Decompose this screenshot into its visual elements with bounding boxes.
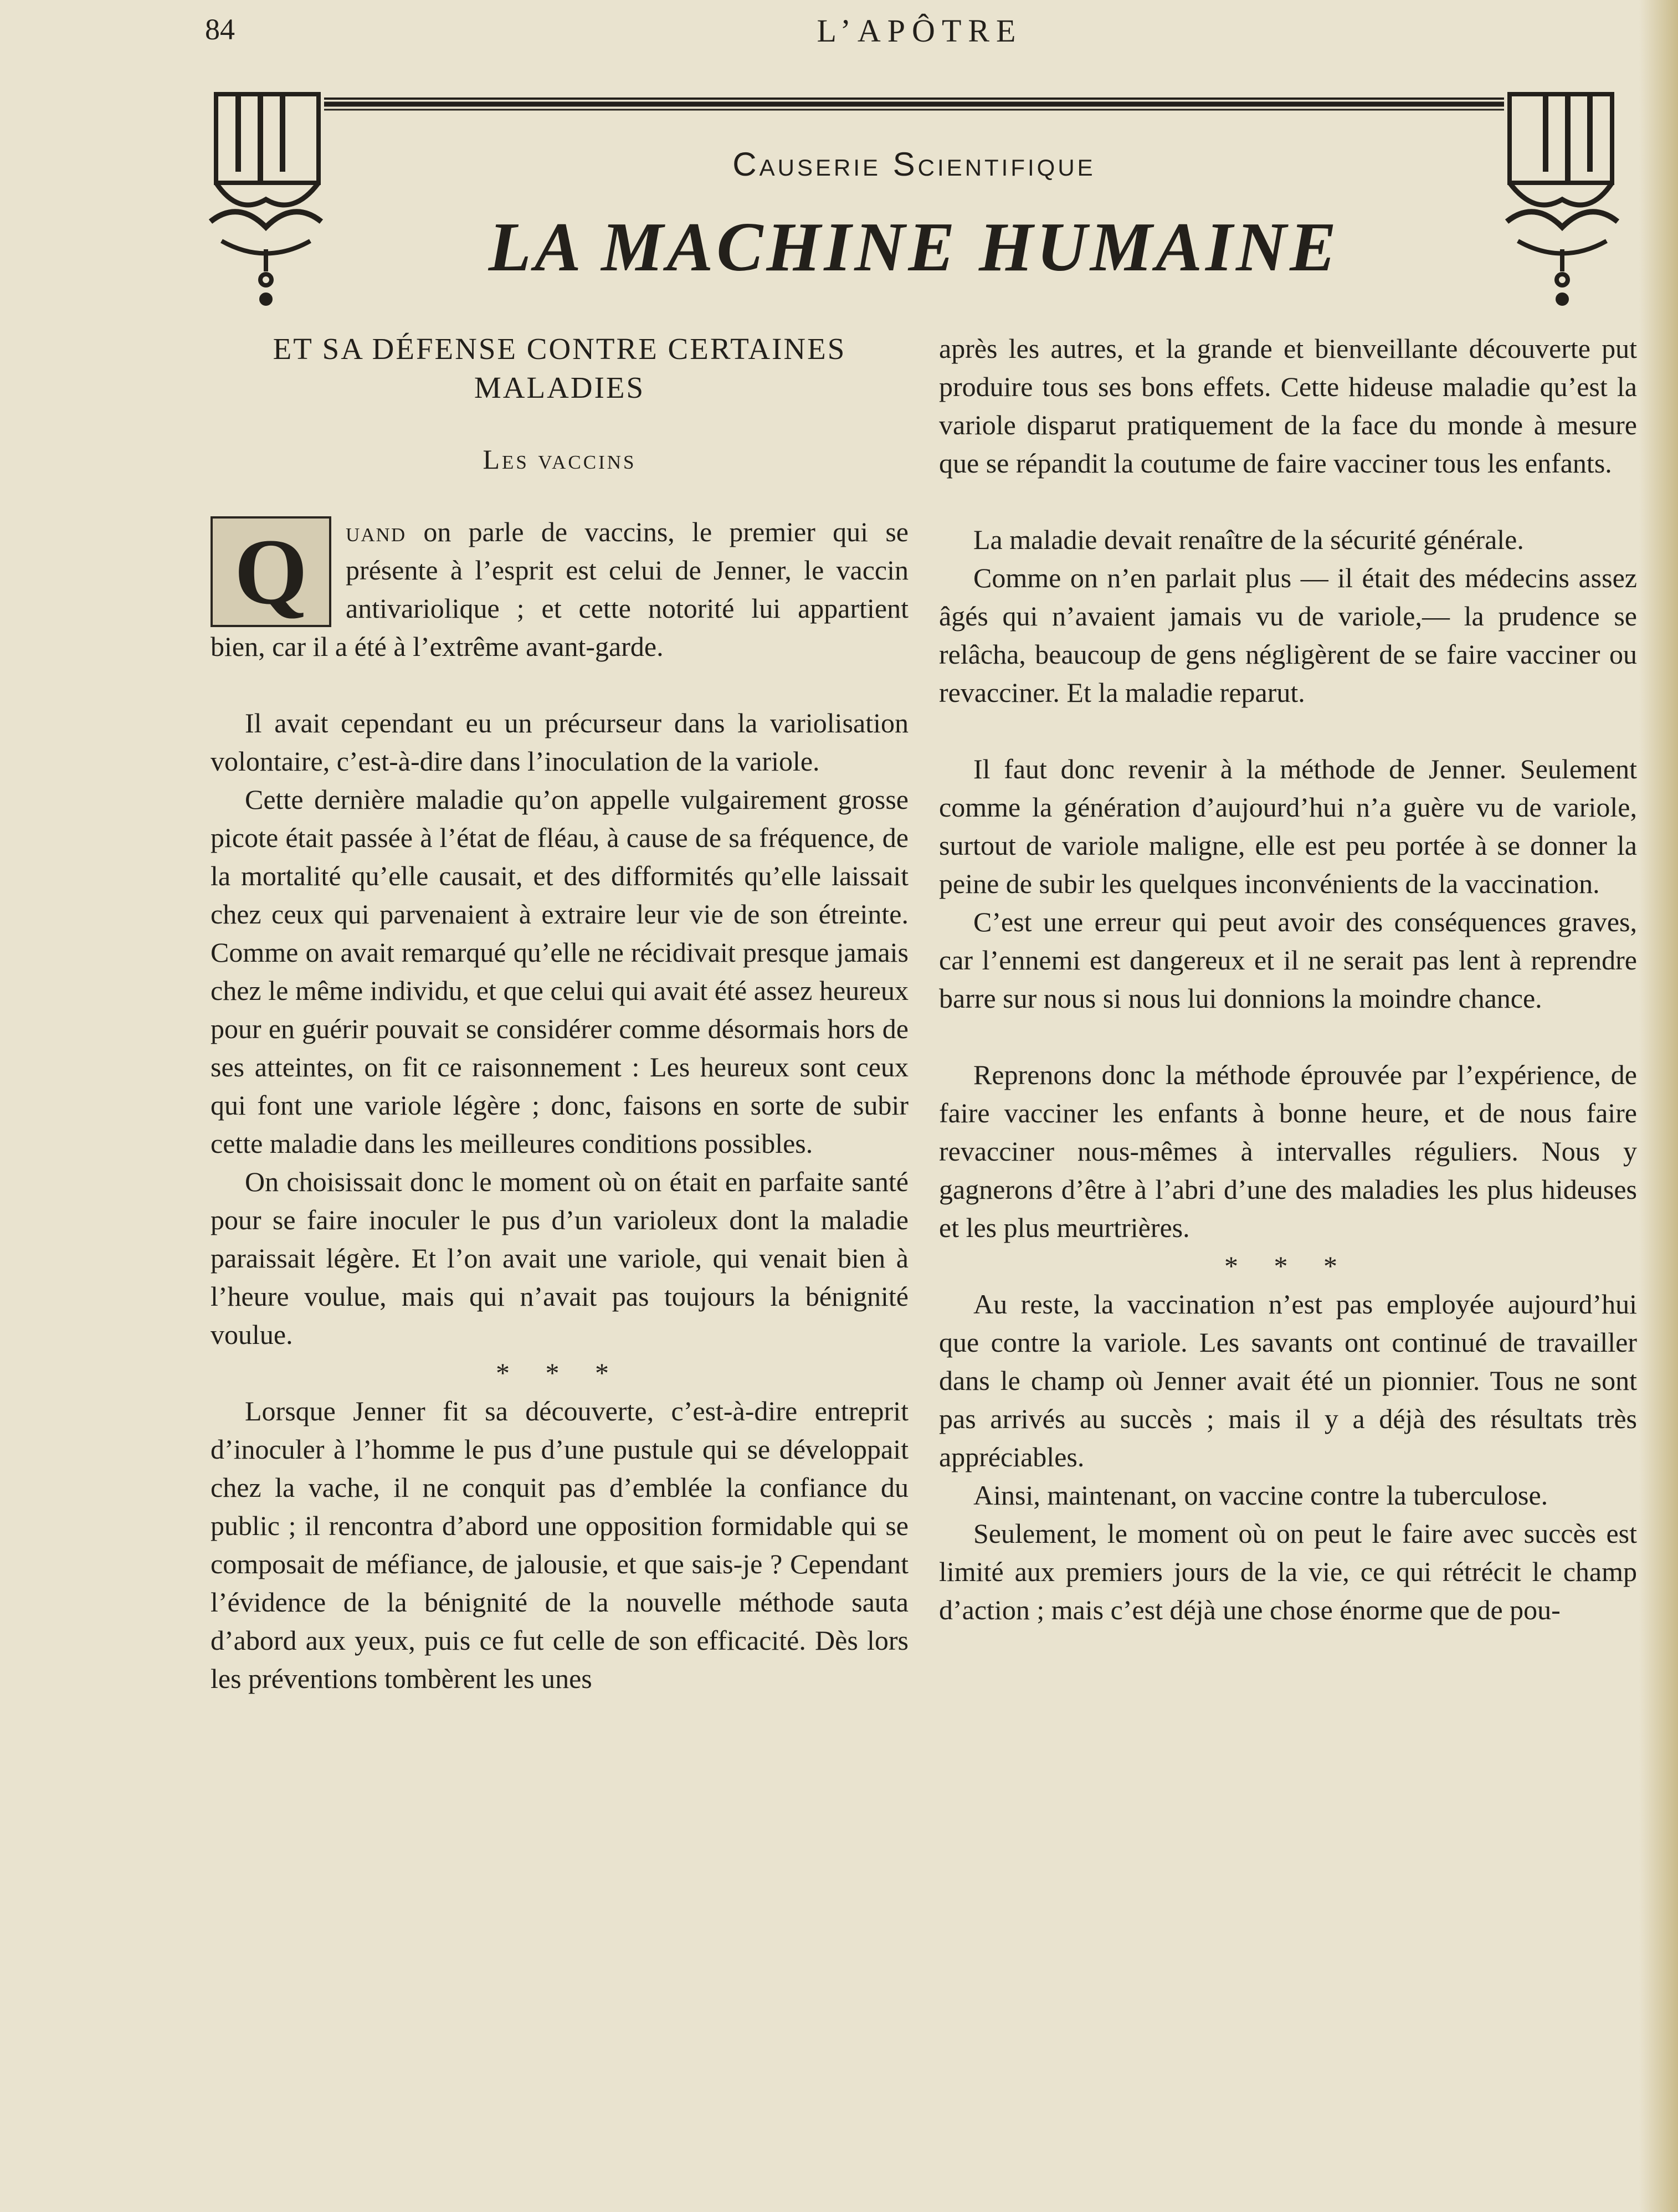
first-word-rest: uand	[346, 516, 407, 547]
paragraph: On choisissait donc le moment où on était en parfaite santé pour se faire inoculer le pus d’un varioleux dont la maladie paraissait légère. Et l’on avait une variole, qui venait bien à l’heure voulue, mais qui n’avait pas toujours la bénignité voulue.	[211, 1166, 909, 1350]
paragraph: Lorsque Jenner fit sa découverte, c’est-à-dire entreprit d’inoculer à l’homme le pus d’une pustule qui se développait chez la vache, il ne conquit pas d’emblée la confiance du public ; il rencontra d’abord une opposition formidable qui se composait de méfiance, de jalousie, et que sais-je ? Cependant l’évidence de la bénignité de la nouvelle méthode sauta d’abord aux yeux, puis ce fut celle de son efficacité. Dès lors les préventions tombèrent les unes	[211, 1395, 909, 1694]
paragraph: Au reste, la vaccination n’est pas employée aujourd’hui que contre la variole. Les savants ont continué de travailler dans le champ où Jenner avait été un pionnier. Tous ne sont pas arrivés au succès ; mais il y a déjà des résultats très appréciables.	[939, 1289, 1637, 1472]
paragraph: La maladie devait renaître de la sécurité générale.	[973, 524, 1524, 555]
paragraph: Seulement, le moment où on peut le faire avec succès est limité aux premiers jours de la vie, ce qui rétrécit le champ d’action ; mais c’est déjà une chose énorme que de pou-	[939, 1518, 1637, 1625]
paragraph: Reprenons donc la méthode éprouvée par l’expérience, de faire vacciner les enfants à bonne heure, et de nous faire revacciner nous-mêmes à intervalles réguliers. Nous y gagnerons d’être à l’abri d’une des maladies les plus hideuses et les plus meurtrières.	[939, 1059, 1637, 1243]
article-title: LA MACHINE HUMAINE	[488, 209, 1340, 286]
paragraph: Il avait cependant eu un précurseur dans la variolisation volontaire, c’est-à-dire dans l’inoculation de la variole.	[211, 707, 909, 777]
left-column	[211, 330, 909, 1698]
page-edge	[1639, 0, 1678, 2212]
paragraph-text: on parle de vaccins, le premier qui se présente à l’esprit est celui de Jenner, le vaccin antivariolique ; et cette notorité lui appartient bien, car il a été à l’extrême avant-garde.	[211, 516, 909, 662]
paragraph: Il faut donc revenir à la méthode de Jenner. Seulement comme la génération d’aujourd’hui n’a guère vu de variole, surtout de variole maligne, elle est peu portée à se donner la peine de subir les quelques inconvénients de la vaccination.	[939, 753, 1637, 899]
section-separator: * * *	[1224, 1250, 1352, 1281]
paragraph: Ainsi, maintenant, on vaccine contre la tuberculose.	[973, 1480, 1548, 1511]
page-number: 84	[205, 13, 235, 46]
section-separator: * * *	[496, 1357, 623, 1388]
paragraph: Cette dernière maladie qu’on appelle vulgairement grosse picote était passée à l’état de fléau, à cause de sa fréquence, de la mortalité qu’elle causait, et des difformités qu’elle laissait chez ceux qui parvenaient à extraire leur vie de son étreinte. Comme on avait remarqué qu’elle ne récidivait presque jamais chez le même individu, et que celui qui avait été assez heureux pour en guérir pouvait se considérer comme désormais hors de ses atteintes, on fit ce raisonnement : Les heureux sont ceux qui font une variole légère ; donc, faisons en sorte de subir cette maladie dans les meilleures conditions possibles.	[211, 784, 909, 1159]
drop-cap: Q	[211, 516, 331, 627]
section-heading: Les vaccins	[483, 444, 637, 475]
running-head	[205, 12, 1634, 57]
journal-title: L’APÔTRE	[817, 13, 1023, 49]
paragraph: après les autres, et la grande et bienveillante découverte put produire tous ses bons effets. Cette hideuse maladie qu’est la variole disparut pratiquement de la face du monde à mesure que se répandit la coutume de faire vacciner tous les enfants.	[939, 333, 1637, 479]
paragraph	[211, 513, 909, 666]
article-subtitle: ET SA DÉFENSE CONTRE CERTAINES MALADIES	[273, 332, 846, 404]
right-column	[939, 330, 1637, 1629]
paragraph: C’est une erreur qui peut avoir des conséquences graves, car l’ennemi est dangereux et il ne serait pas lent à reprendre barre sur nous si nous lui donnions la moindre chance.	[939, 906, 1637, 1014]
rubric-causerie: Causerie Scientifique	[732, 146, 1096, 183]
paragraph: Comme on n’en parlait plus — il était des médecins assez âgés qui n’avaient jamais vu de variole,— la prudence se relâcha, beaucoup de gens négligèrent de se faire vacciner ou revacciner. Et la maladie reparut.	[939, 562, 1637, 708]
